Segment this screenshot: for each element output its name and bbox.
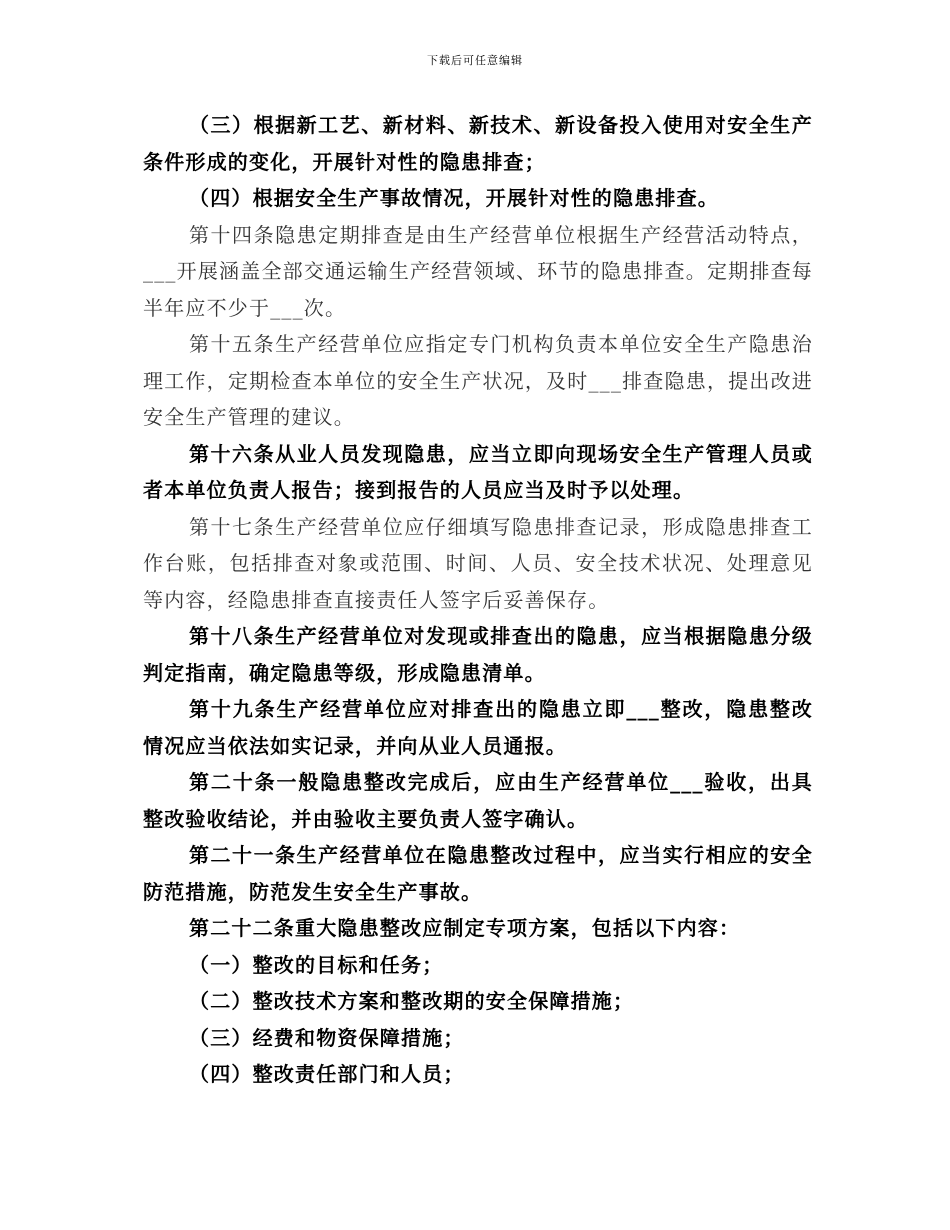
article-22: 第二十二条重大隐患整改应制定专项方案，包括以下内容： [189,916,741,940]
article-15: 第十五条生产经营单位应指定专门机构负责本单位安全生产隐患治理工作，定期检查本单位的安全生产状况，及时___排查隐患，提出改进安全生产管理的建议。 [143,332,813,429]
list-item-1: （一）整改的目标和任务； [189,952,444,977]
list-item-4: （四）整改责任部门和人员； [189,1062,465,1086]
article-21: 第二十一条生产经营单位在隐患整改过程中，应当实行相应的安全防范措施，防范发生安全生产事故。 [143,843,813,904]
article-18: 第十八条生产经营单位对发现或排查出的隐患，应当根据隐患分级判定指南，确定隐患等级，形成隐患清单。 [143,624,813,685]
article-19: 第十九条生产经营单位应对排查出的隐患立即___整改，隐患整改情况应当依法如实记录，并向从业人员通报。 [143,697,813,758]
list-item-2: （二）整改技术方案和整改期的安全保障措施； [189,989,635,1013]
article-16: 第十六条从业人员发现隐患，应当立即向现场安全生产管理人员或者本单位负责人报告；接到报告的人员应当及时予以处理。 [143,441,813,502]
document-body [143,107,813,1093]
article-14: 第十四条隐患定期排查是由生产经营单位根据生产经营活动特点，___开展涵盖全部交通运输生产经营领域、环节的隐患排查。定期排查每半年应不少于___次。 [143,222,813,320]
list-item-3: （三）经费和物资保障措施； [189,1025,465,1050]
paragraph-item-3: （三）根据新工艺、新材料、新技术、新设备投入使用对安全生产条件形成的变化，开展针对性的隐患排查； [143,113,813,174]
paragraph-item-4: （四）根据安全生产事故情况，开展针对性的隐患排查。 [189,186,719,210]
article-17: 第十七条生产经营单位应仔细填写隐患排查记录，形成隐患排查工作台账，包括排查对象或范围、时间、人员、安全技术状况、处理意见等内容，经隐患排查直接责任人签字后妥善保存。 [143,514,813,612]
article-20: 第二十条一般隐患整改完成后，应由生产经营单位___验收，出具整改验收结论，并由验收主要负责人签字确认。 [143,770,813,831]
page-header: 下载后可任意编辑 [427,54,523,67]
